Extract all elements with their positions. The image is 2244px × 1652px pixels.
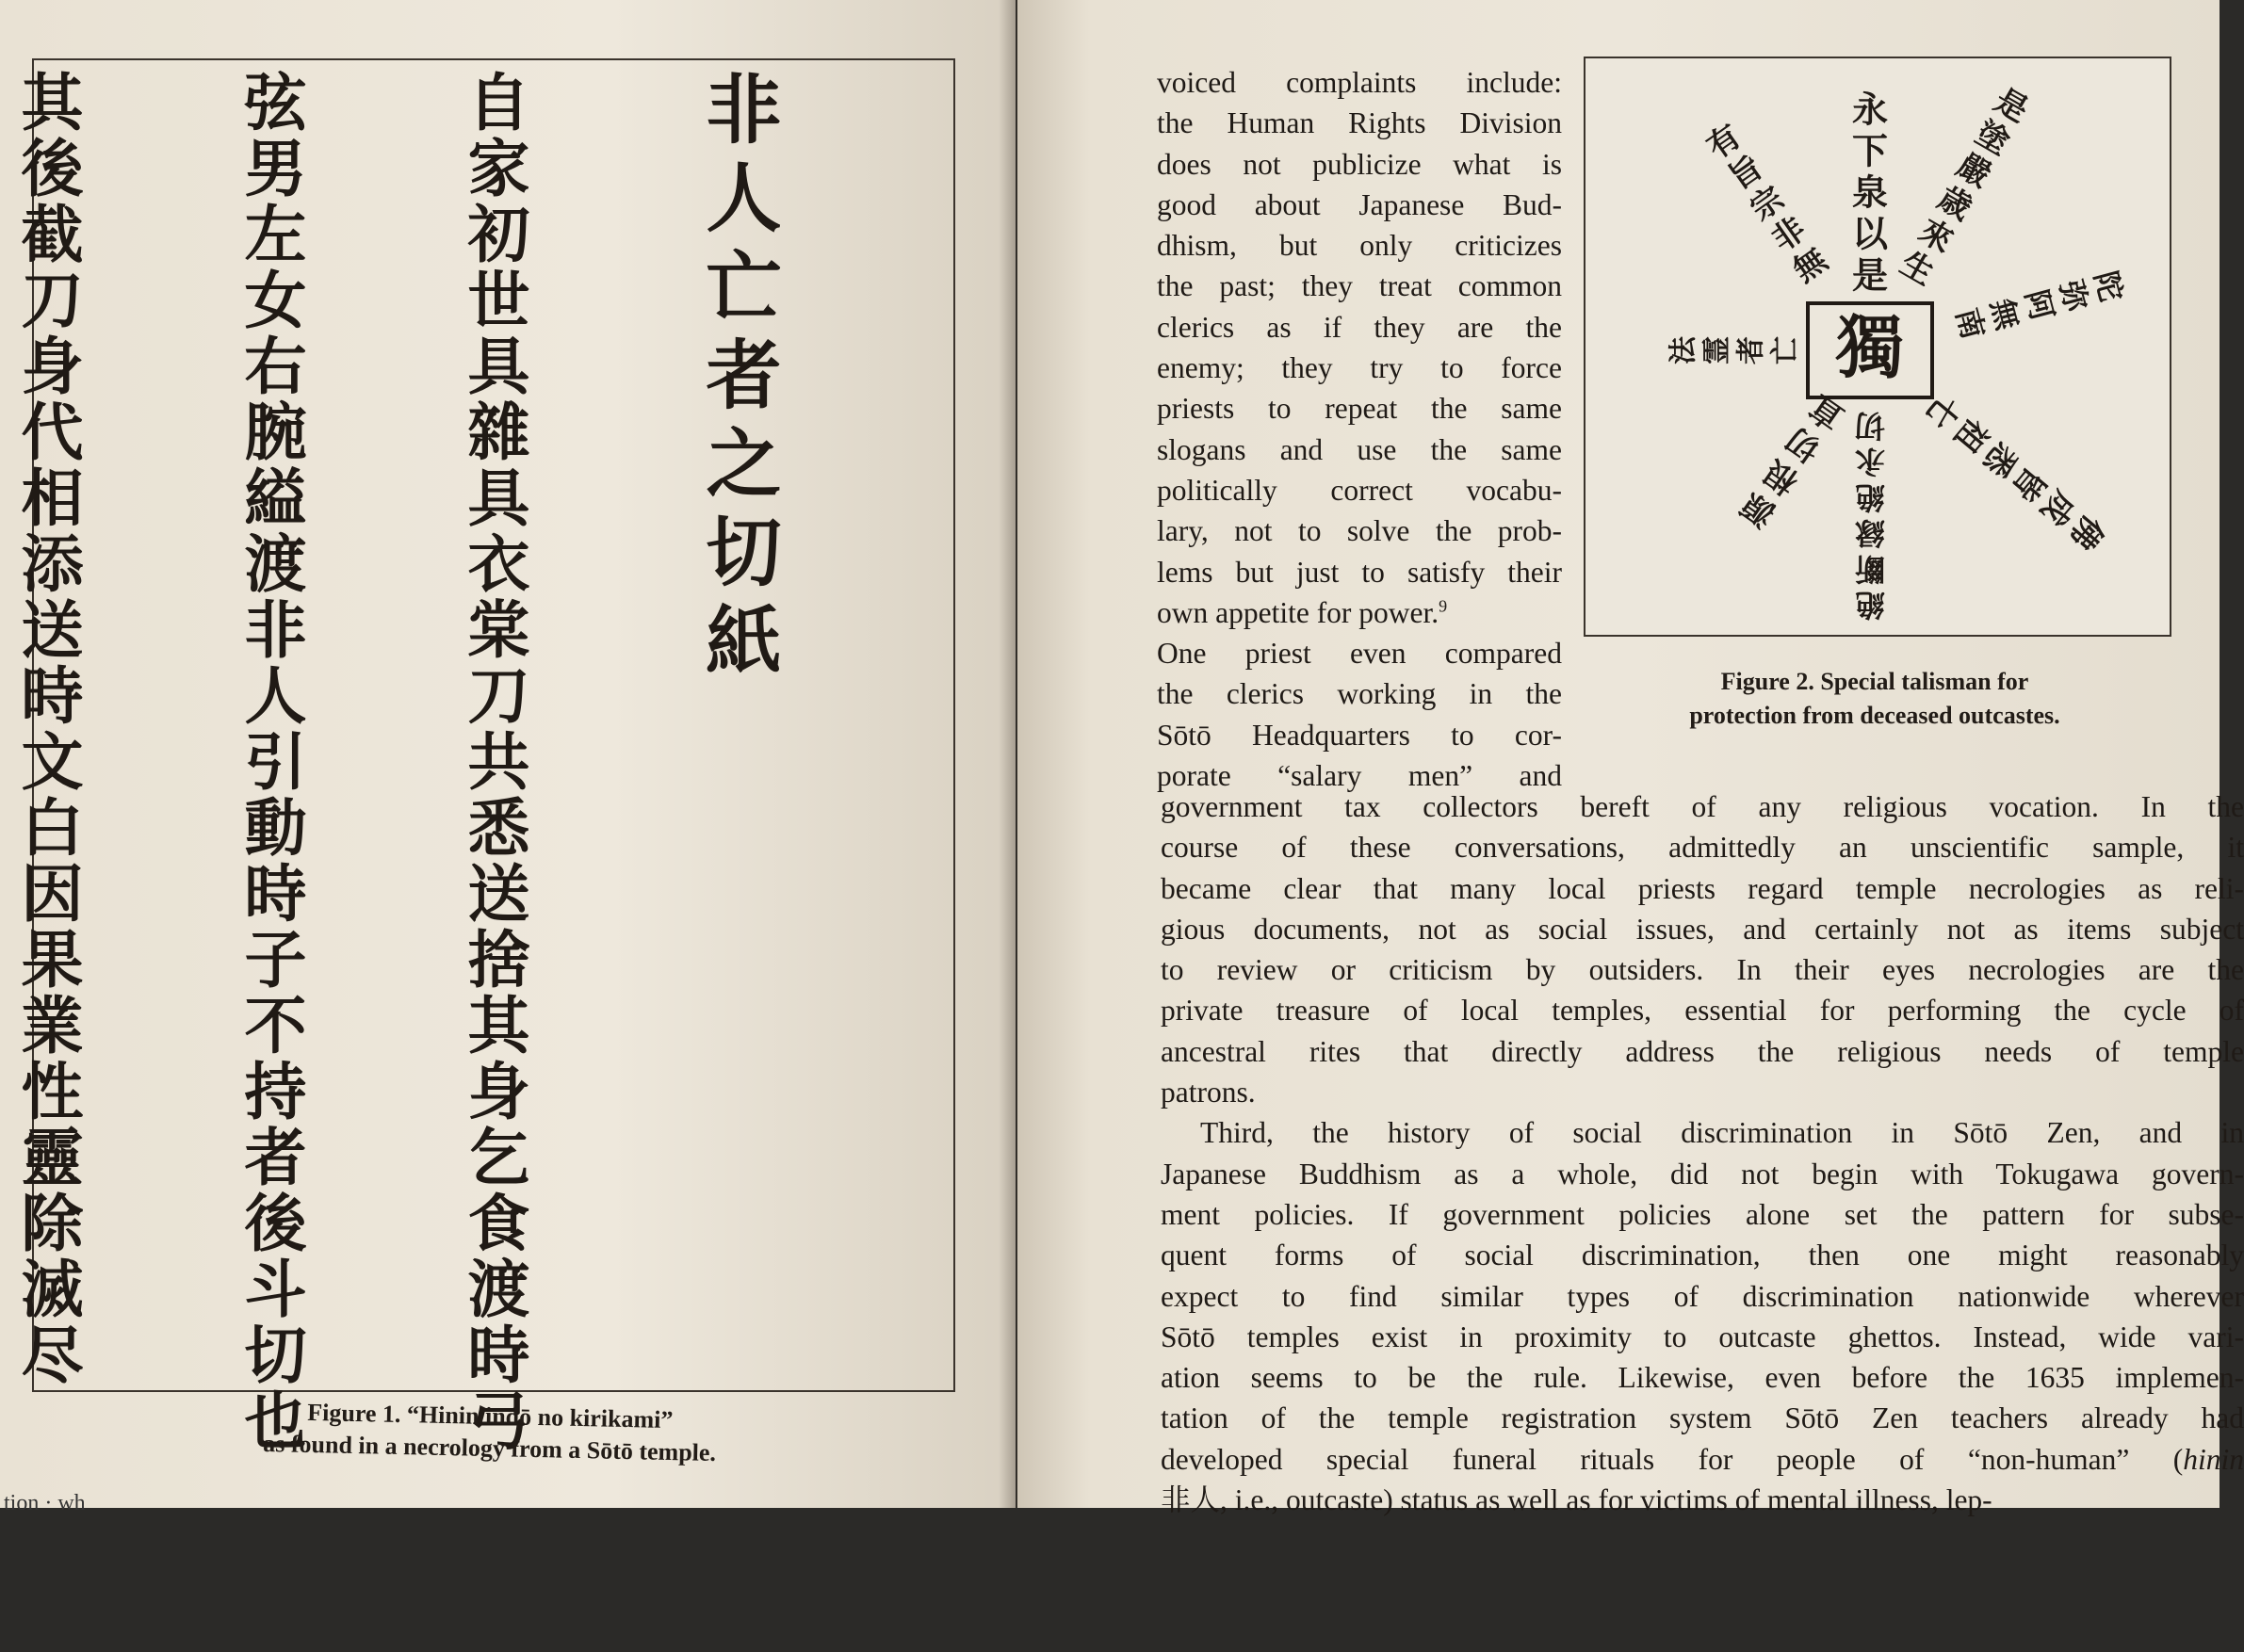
text-line (1157, 592, 1562, 633)
text-line: 非人, i.e., outcaste) status as well as for victims of mental illness, lep- (1161, 1483, 1992, 1517)
talisman-glyph: 佛 (2061, 507, 2112, 557)
talisman-glyph: 無 (1786, 240, 1835, 291)
talisman-glyph: 悉 (1975, 434, 2025, 484)
text-line: ancestral rites that directly address the religious needs of temple (1161, 1034, 2244, 1068)
text-line: Japanese Buddhism as a whole, did not begin with Tokugawa govern- (1161, 1157, 2244, 1190)
text-line: to review or criticism by outsiders. In their eyes necrologies are the (1161, 953, 2244, 987)
figure-2-frame (1584, 57, 2171, 637)
text-line: lems but just to satisfy their (1157, 555, 1562, 589)
talisman-glyph: 源 (1734, 484, 1783, 534)
talisman-glyph: 塗 (1969, 113, 2016, 163)
talisman-glyph: 弥 (2052, 276, 2095, 316)
text-line: the clerics working in the (1157, 677, 1562, 711)
body-text-narrow-column (1157, 62, 1562, 796)
talisman-glyph: 下 (1851, 129, 1889, 172)
figure-2-caption-line: protection from deceased outcastes. (1689, 702, 2060, 729)
talisman-spoke-text (1667, 335, 1802, 364)
talisman-glyph: 法 (1667, 336, 1700, 364)
talisman-spoke-text (1917, 386, 2111, 556)
talisman-glyph: 陀 (2087, 267, 2130, 306)
text-line: government tax collectors bereft of any religious vocation. In the (1161, 790, 2244, 823)
left-page (0, 0, 1016, 1515)
talisman-glyph: 直 (1802, 387, 1851, 437)
right-page (1017, 0, 2244, 1517)
talisman-glyph: 霊 (1700, 336, 1734, 364)
text-line: priests to repeat the same (1157, 392, 1562, 426)
text-line: private treasure of local temples, essential for performing the cycle of (1161, 994, 2244, 1028)
text-line: gious documents, not as social issues, and certainly not as items subject (1161, 912, 2244, 946)
text-line: the past; they treat common (1157, 269, 1562, 303)
talisman-glyph: 以 (1851, 212, 1889, 255)
talisman-glyph: 來 (1912, 211, 1959, 261)
text-line: expect to find similar types of discrimination nationwide wherever (1161, 1279, 2244, 1313)
text-line: ation seems to be the rule. Likewise, even before the 1635 implemen- (1161, 1361, 2244, 1395)
text-line: dhism, but only criticizes (1157, 229, 1562, 263)
talisman-glyph: 宗 (1743, 179, 1792, 229)
talisman-glyph: 泉 (1851, 170, 1889, 214)
text-line: voiced complaints include: (1157, 66, 1562, 99)
talisman-glyph: 斷 (1854, 551, 1886, 587)
talisman-glyph: 亡 (1768, 336, 1802, 364)
talisman-spoke-text (1852, 89, 1890, 297)
talisman-glyph: 永 (1854, 444, 1886, 479)
talisman-glyph: 是 (1988, 81, 2035, 131)
text-line: One priest even compared (1157, 637, 1562, 671)
talisman-glyph: 有 (1699, 117, 1748, 167)
footnote-marker: 9 (1439, 596, 1448, 616)
talisman-spoke-text (1894, 81, 2034, 293)
figure-1-caption-line: Figure 1. “Hinin indō no kirikami” (307, 1398, 674, 1434)
talisman-glyph: 嚴 (1950, 146, 1997, 196)
text-line: course of these conversations, admittedly an unscientific sample, it (1161, 831, 2244, 865)
talisman-glyph: 永 (1851, 88, 1889, 131)
text-line-content: developed special funeral rituals for people of “non-human” ( (1161, 1442, 2184, 1476)
figure-1-caption-line: as found in a necrology from a Sōtō temple. (263, 1429, 717, 1467)
talisman-drawing (1585, 58, 2170, 635)
talisman-glyph: 無 (1983, 295, 2026, 334)
talisman-spoke-text (1855, 408, 1885, 623)
text-line: Sōtō Headquarters to cor- (1157, 718, 1562, 752)
figure-2-caption (1564, 665, 2186, 733)
text-line: lary, not to solve the prob- (1157, 514, 1562, 548)
talisman-glyph: 生 (1894, 244, 1941, 294)
figure-1-title: 非人亡者之切紙 (693, 70, 782, 689)
cut-off-text: tion · wh (4, 1491, 86, 1515)
talisman-glyph: 祖 (1945, 411, 1996, 460)
talisman-glyph: 阿 (2018, 285, 2061, 325)
text-line: slogans and use the same (1157, 432, 1562, 466)
calligraphy-column: 自家初世具雜具衣棠刀共悉送捨其身乞食渡時弓 (457, 70, 530, 1454)
talisman-glyph: 皆 (2004, 459, 2054, 509)
talisman-glyph: 旨 (1721, 148, 1770, 198)
figure-1-caption (112, 1393, 867, 1473)
talisman-spoke-text (1949, 267, 2130, 343)
body-text-wide (1161, 786, 2244, 1520)
talisman-glyph: 是 (1851, 253, 1889, 297)
talisman-glyph: 切 (1854, 408, 1886, 444)
text-line: enemy; they try to force (1157, 351, 1562, 385)
talisman-glyph: 歳 (1931, 179, 1978, 228)
text-line: became clear that many local priests regard temple necrologies as reli- (1161, 871, 2244, 905)
text-line: quent forms of social discrimination, then one might reasonably (1161, 1239, 2244, 1272)
paragraph-start-line: Third, the history of social discrimination in Sōtō Zen, and in (1200, 1116, 2244, 1150)
talisman-glyph: 南 (1948, 304, 1992, 343)
talisman-glyph: 切 (1780, 419, 1829, 470)
talisman-center-char: 獨 (1835, 307, 1905, 387)
text-line-content: own appetite for power. (1157, 595, 1439, 629)
calligraphy-column: 其後截刀身代相添送時文白因果業性靈除滅尽 (10, 70, 84, 1388)
text-line: Sōtō temples exist in proximity to outcaste ghettos. Instead, wide vari- (1161, 1320, 2244, 1353)
text-line: porate “salary men” and (1157, 759, 1562, 793)
text-line: politically correct vocabu- (1157, 473, 1562, 507)
talisman-spoke-text (1700, 118, 1835, 290)
talisman-glyph: 絶 (1854, 479, 1886, 515)
talisman-spoke-text (1734, 387, 1851, 533)
talisman-glyph: 縁 (1854, 515, 1886, 551)
calligraphy-column: 弦男左女右腕縊渡非人引動時子不持者後斗切也 (234, 70, 307, 1454)
talisman-glyph: 絶 (1854, 587, 1886, 623)
talisman-glyph: 根 (1757, 452, 1806, 502)
text-line (1161, 1439, 2244, 1480)
italic-term: hinin (2183, 1442, 2244, 1476)
figure-2-caption-line: Figure 2. Special talisman for (1720, 668, 2029, 695)
text-line: tation of the temple registration system Sōtō Zen teachers already had (1161, 1401, 2244, 1435)
talisman-glyph: 七 (1917, 386, 1967, 436)
talisman-glyph: 成 (2032, 483, 2083, 532)
talisman-glyph: 非 (1764, 209, 1813, 260)
text-line: good about Japanese Bud- (1157, 187, 1562, 221)
talisman-glyph: 者 (1734, 336, 1768, 364)
text-line: patrons. (1161, 1076, 1256, 1109)
text-line: ment policies. If government policies alone set the pattern for subse- (1161, 1197, 2244, 1231)
text-line: clerics as if they are the (1157, 310, 1562, 344)
text-line: does not publicize what is (1157, 147, 1562, 181)
text-line: the Human Rights Division (1157, 106, 1562, 140)
